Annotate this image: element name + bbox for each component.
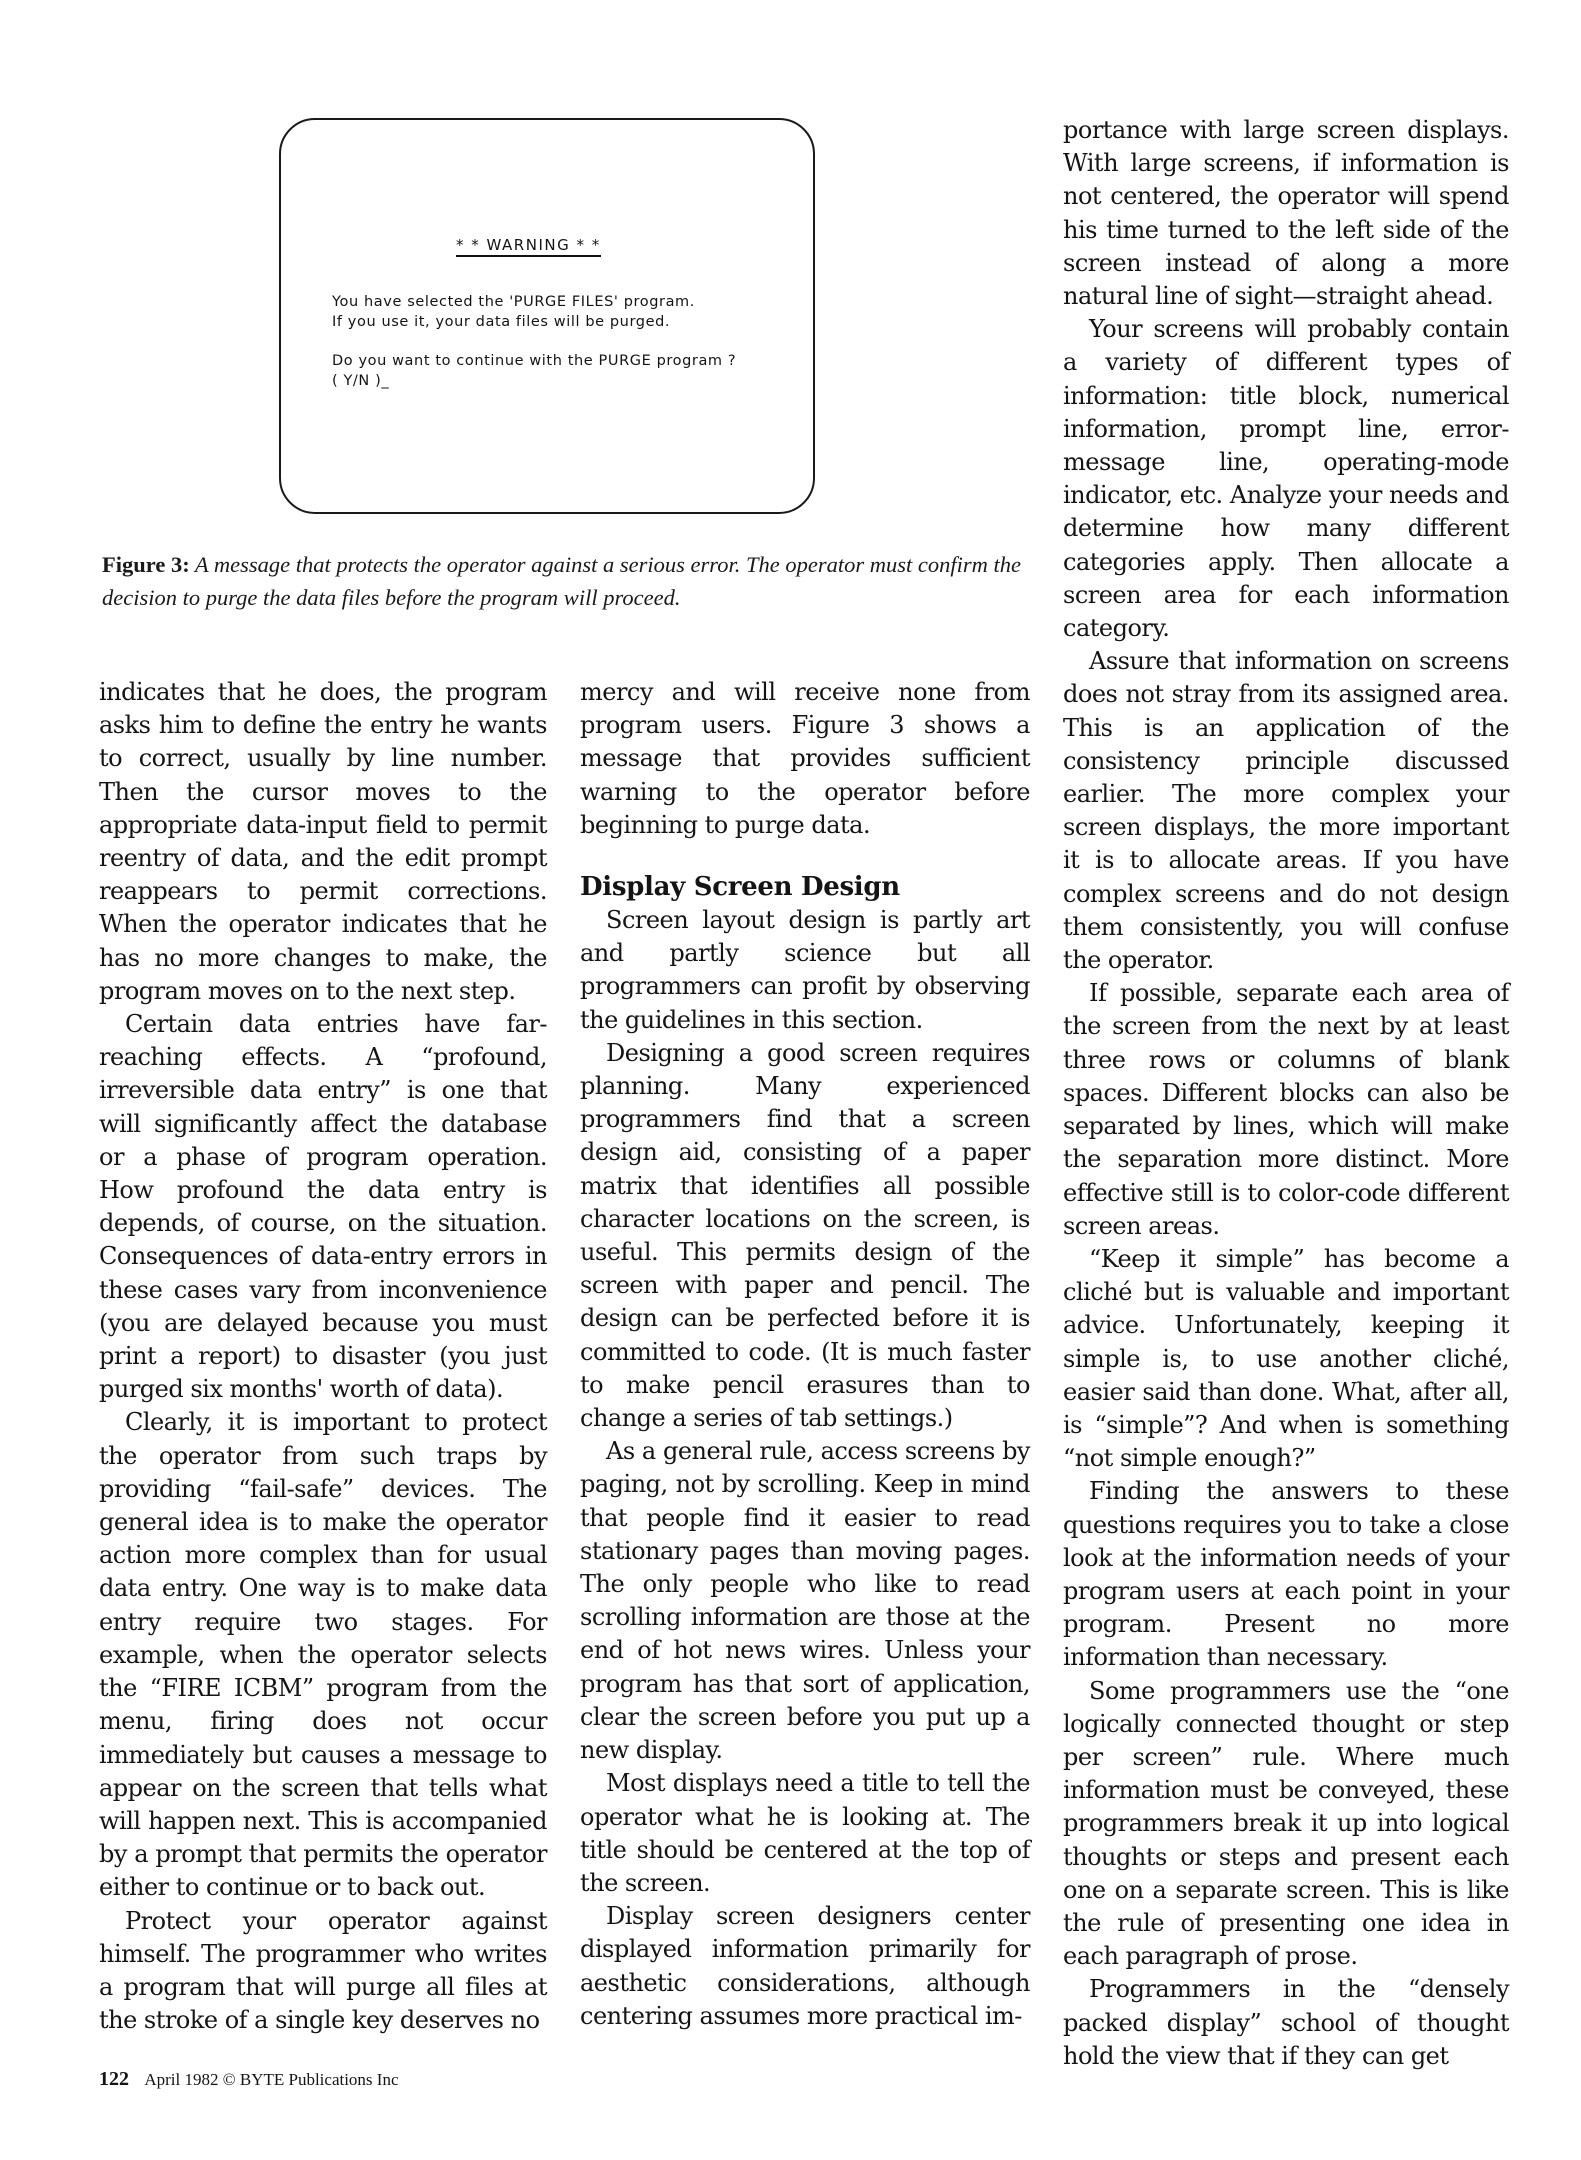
column-2 (580, 676, 1030, 2033)
screen-line-2: If you use it, your data files will be purged. (332, 314, 671, 330)
paragraph: Assure that information on screens does not stray from its assigned area. This is an application of the consistency principle discussed earlier. The more complex your screen displays, the more important it is to allocate areas. If you have complex screens and do not design them consistently, you will confuse the operator. (1063, 647, 1509, 975)
column-3 (1063, 114, 1509, 2073)
footer-text: April 1982 © BYTE Publications Inc (144, 2070, 399, 2089)
paragraph: portance with large screen displays. With large screens, if information is not centered, the operator will spend his time turned to the left side of the screen instead of along a more natural line of sight—straight ahead. (1063, 116, 1509, 311)
paragraph: Clearly, it is important to protect the operator from such traps by providing “fail-safe” devices. The general idea is to make the operator action more complex than for usual data entry. One way is to make data entry require two stages. For example, when the operator selects the “FIRE ICBM” program from the menu, firing does not occur immediately but causes a message to appear on the screen that tells what will happen next. This is accompanied by a prompt that permits the operator either to continue or to back out. (99, 1408, 547, 1902)
paragraph: indicates that he does, the program asks him to define the entry he wants to correct, usually by line number. Then the cursor moves to the appropriate data-input field to permit reentry of data, and the edit prompt reappears to permit corrections. When the operator indicates that he has no more changes to make, the program moves on to the next step. (99, 678, 547, 1005)
paragraph: Programmers in the “densely packed display” school of thought hold the view that if they can get (1063, 1975, 1509, 2070)
warning-title: * * WARNING * * (456, 236, 601, 257)
column-1 (99, 676, 547, 2037)
page-footer (99, 2068, 399, 2091)
paragraph: Most displays need a title to tell the operator what he is looking at. The title should be centered at the top of the screen. (580, 1769, 1030, 1897)
screen-line-3: Do you want to continue with the PURGE program ? (332, 353, 737, 369)
paragraph: If possible, separate each area of the screen from the next by at least three rows or columns of blank spaces. Different blocks can also be separated by lines, which will make the separation more distinct. More effective still is to color-code different screen areas. (1063, 979, 1509, 1240)
paragraph: Designing a good screen requires planning. Many experienced programmers find that a screen design aid, consisting of a paper matrix that identifies all possible character locations on the screen, is useful. This permits design of the screen with paper and pencil. The design can be perfected before it is committed to code. (It is much faster to make pencil erasures than to change a series of tab settings.) (580, 1038, 1030, 1433)
paragraph: Screen layout design is partly art and partly science but all programmers can profit by observing the guidelines in this section. (580, 906, 1030, 1034)
paragraph: “Keep it simple” has become a cliché but is valuable and important advice. Unfortunately, keeping it simple is, to use another cliché, easier said than done. What, after all, is “simple”? And when is something “not simple enough?” (1063, 1244, 1509, 1473)
paragraph: Display screen designers center displayed information primarily for aesthetic considerations, although centering assumes more practical im- (580, 1902, 1030, 2030)
figure-3-screen (279, 118, 815, 514)
paragraph: Finding the answers to these questions requires you to take a close look at the information needs of your program users at each point in your program. Present no more information than necessary. (1063, 1477, 1509, 1672)
paragraph: Protect your operator against himself. The programmer who writes a program that will purge all files at the stroke of a single key deserves no (99, 1906, 547, 2035)
section-heading: Display Screen Design (580, 872, 900, 903)
page-number: 122 (99, 2068, 129, 2090)
paragraph: As a general rule, access screens by paging, not by scrolling. Keep in mind that people find it easier to read stationary pages than moving pages. The only people who like to read scrolling information are those at the end of hot news wires. Unless your program has that sort of application, clear the screen before you put up a new display. (580, 1437, 1030, 1765)
paragraph: Certain data entries have far-reaching effects. A “profound, irreversible data entry” is one that will significantly affect the database or a phase of program operation. How profound the data entry is depends, of course, on the situation. Consequences of data-entry errors in these cases vary from inconvenience (you are delayed because you must print a report) to disaster (you just purged six months' worth of data). (99, 1010, 547, 1404)
screen-line-1: You have selected the 'PURGE FILES' program. (332, 294, 695, 310)
paragraph: Your screens will probably contain a variety of different types of information: title block, numerical information, prompt line, error-message line, operating-mode indicator, etc. Analyze your needs and determine how many different categories apply. Then allocate a screen area for each information category. (1063, 315, 1509, 643)
figure-caption (102, 548, 1022, 614)
screen-line-4: ( Y/N )_ (332, 373, 390, 389)
caption-label: Figure 3: (102, 552, 190, 577)
paragraph: Some programmers use the “one logically connected thought or step per screen” rule. Where much information must be conveyed, these programmers break it up into logical thoughts or steps and present each one on a separate screen. This is like the rule of presenting one idea in each paragraph of prose. (1063, 1676, 1509, 1971)
caption-text: A message that protects the operator against a serious error. The operator must confirm the decision to purge the data files before the program will proceed. (102, 552, 1021, 610)
paragraph: mercy and will receive none from program users. Figure 3 shows a message that provides sufficient warning to the operator before beginning to purge data. (580, 678, 1030, 839)
